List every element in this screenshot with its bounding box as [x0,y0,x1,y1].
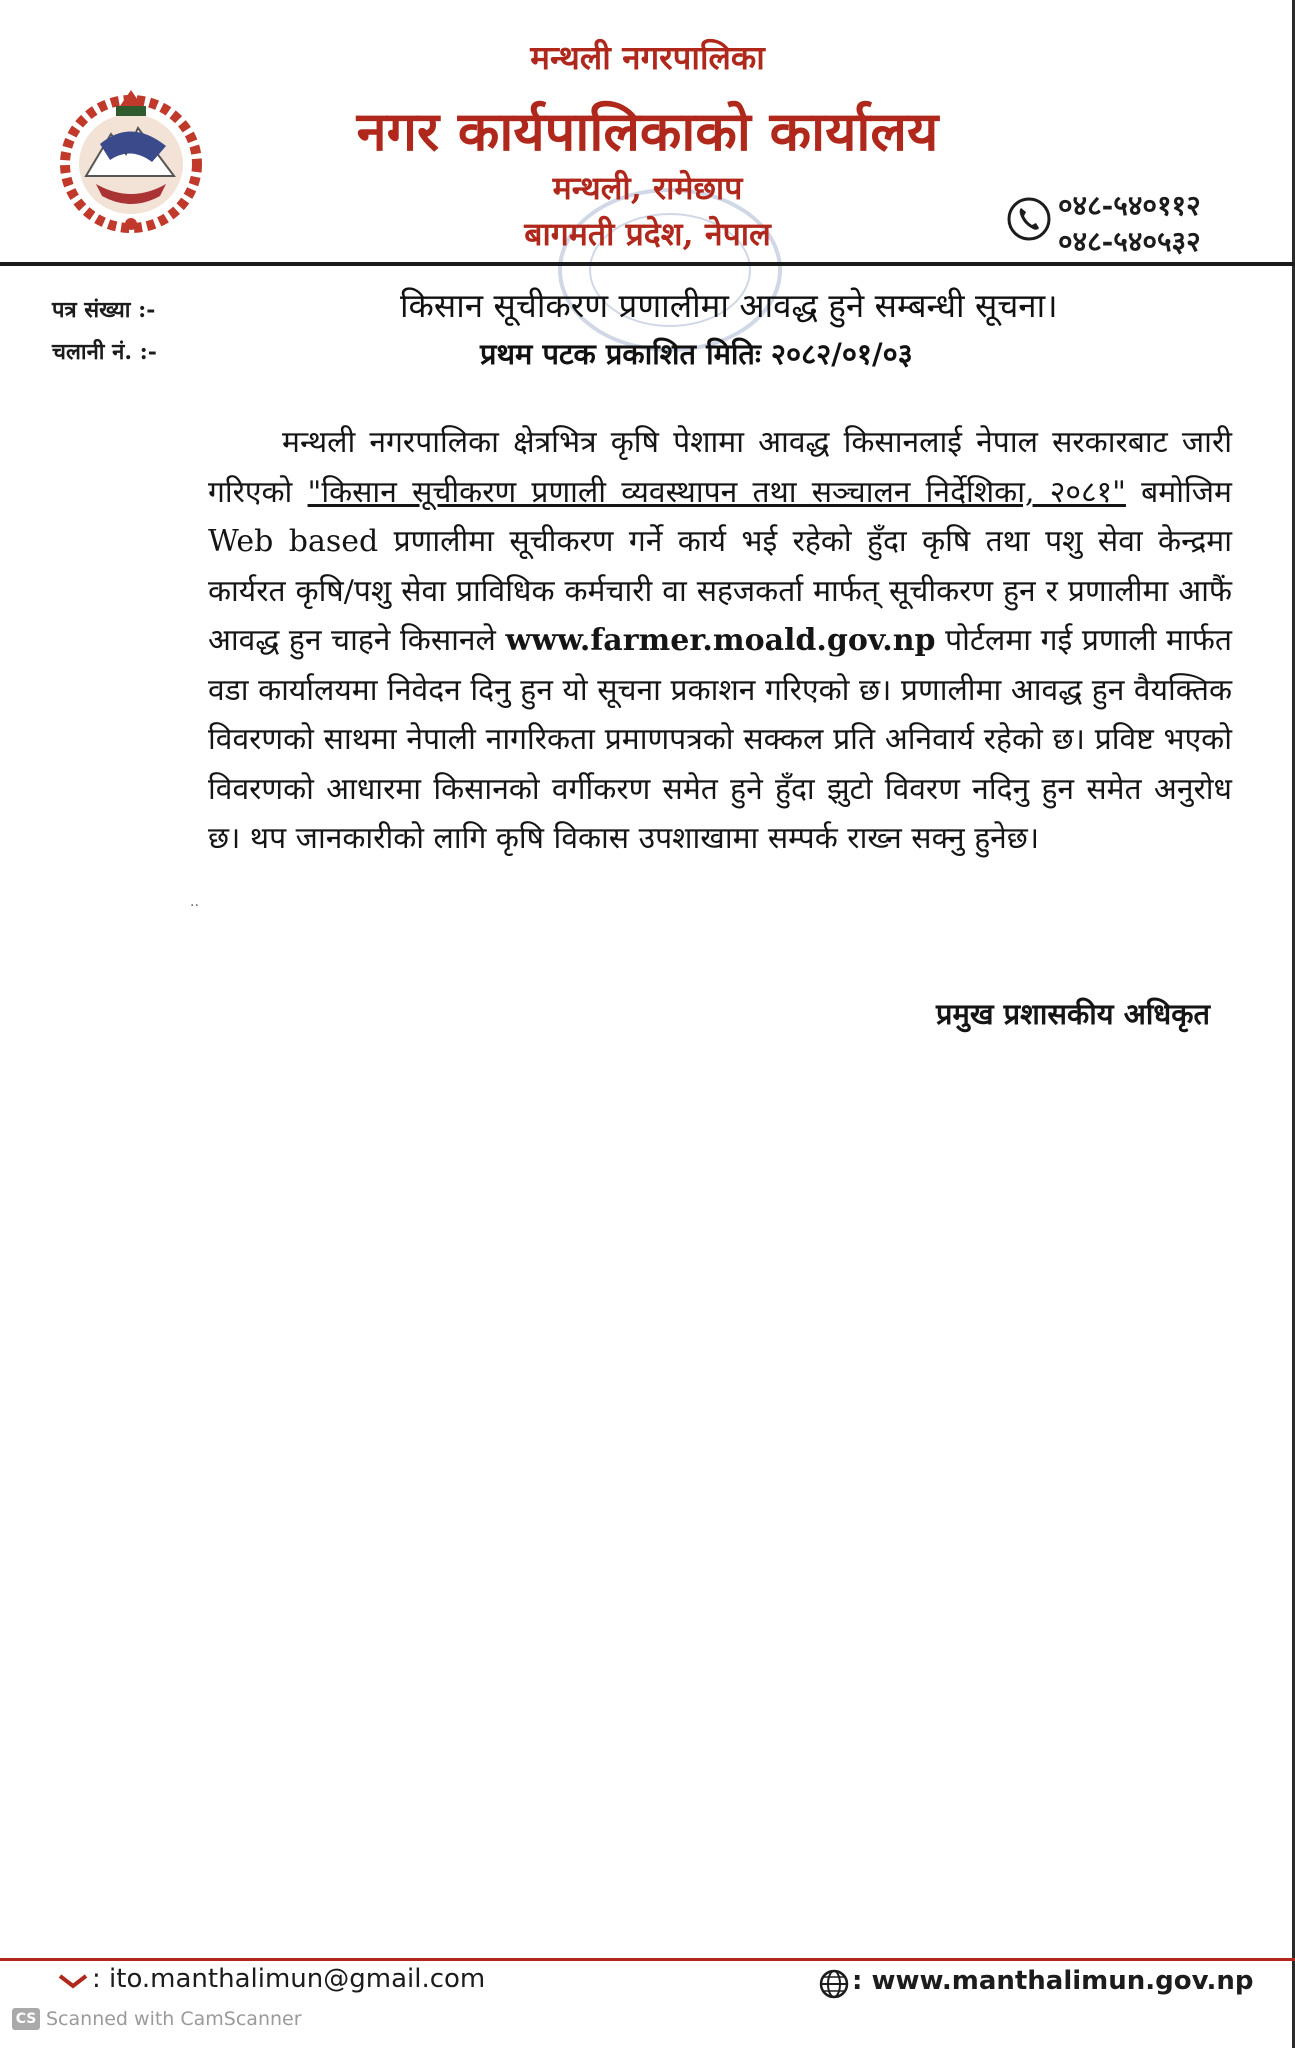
camscanner-badge: CS [12,2008,40,2030]
header-divider [0,262,1295,266]
scanner-watermark: Scanned with CamScanner [46,2008,302,2030]
mail-icon [58,1972,88,1992]
office-province: बागमती प्रदेश, नेपाल [524,215,771,253]
phone-number-1: ०४८-५४०११२ [1058,189,1201,222]
phone-icon [1006,196,1052,242]
phone-number-2: ०४८-५४०५३२ [1058,225,1201,258]
globe-icon [818,1968,850,2000]
dispatch-number-label: चलानी नं. :- [52,339,157,365]
office-title: नगर कार्यपालिकाको कार्यालय [356,99,939,163]
notice-body [208,418,1232,864]
footer-divider [0,1958,1295,1961]
farmer-portal-url: www.farmer.moald.gov.np [505,623,936,658]
scan-speck: ·· [190,898,199,914]
municipality-name: मन्थली नगरपालिका [530,38,765,77]
body-text-3: पोर्टलमा गई प्रणाली मार्फत वडा कार्यालयमा निवेदन दिनु हुन यो सूचना प्रकाशन गरिएको छ। प्रणालीमा आवद्ध हुन वैयक्तिक विवरणको साथमा नेपाली नागरिकता प्रमाणपत्रको सक्कल प्रति अनिवार्य रहेको छ। प्रविष्ट भएको विवरणको आधारमा किसानको वर्गीकरण समेत हुने हुँदा झुटो विवरण नदिनु हुन समेत अनुरोध छ। थप जानकारीको लागि कृषि विकास उपशाखामा सम्पर्क राख्न सक्नु हुनेछ। [208,623,1232,856]
office-website: : www.manthalimun.gov.np [852,1966,1254,1996]
letter-number-label: पत्र संख्या :- [52,297,156,323]
office-email: : ito.manthalimun@gmail.com [92,1964,486,1994]
office-location: मन्थली, रामेछाप [552,169,743,207]
publication-date: प्रथम पटक प्रकाशित मितिः २०८२/०१/०३ [480,337,913,371]
guideline-title: "किसान सूचीकरण प्रणाली व्यवस्थापन तथा सञ्चालन निर्देशिका, २०८१" [307,474,1126,510]
body-text-2: बमोजिम Web based प्रणालीमा सूचीकरण गर्ने कार्य भई रहेको हुँदा कृषि तथा पशु सेवा केन्द्रमा कार्यरत कृषि/पशु सेवा प्राविधिक कर्मचारी वा सहजकर्ता मार्फत् सूचीकरण हुन र प्रणालीमा आफैं आवद्ध हुन चाहने किसानले [208,474,1232,658]
signatory-title: प्रमुख प्रशासकीय अधिकृत [936,997,1211,1031]
body-text-1: मन्थली नगरपालिका क्षेत्रभित्र कृषि पेशामा आवद्ध किसानलाई नेपाल सरकारबाट जारी गरिएको [208,425,1232,510]
notice-subject: किसान सूचीकरण प्रणालीमा आवद्ध हुने सम्बन्धी सूचना। [400,286,1058,325]
